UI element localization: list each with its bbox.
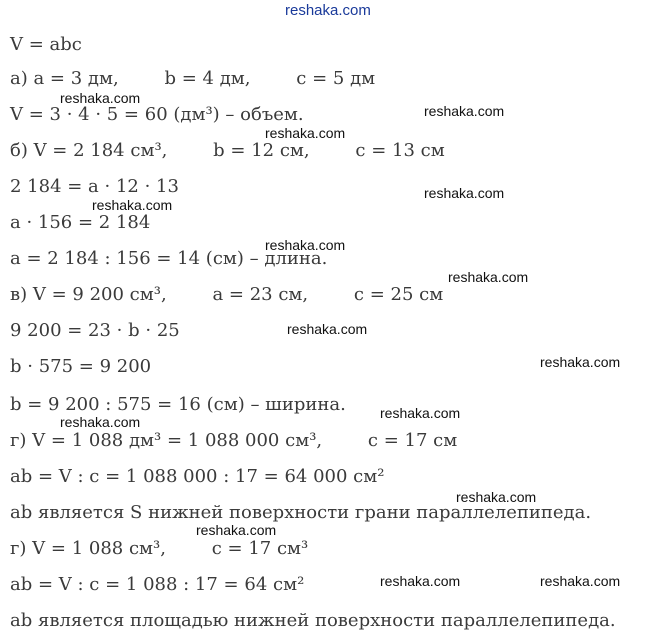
watermark: reshaka.com [540,573,621,589]
solution-line-7: a = 2 184 : 156 = 14 (см) – длина. [10,248,328,269]
watermark: reshaka.com [60,90,141,106]
watermark-top: reshaka.com [285,2,371,19]
solution-line-2: а) a = 3 дм, b = 4 дм, c = 5 дм [10,68,376,89]
solution-line-12: г) V = 1 088 дм³ = 1 088 000 см³, c = 17 см [10,430,458,451]
watermark: reshaka.com [540,354,621,370]
solution-line-13: ab = V : c = 1 088 000 : 17 = 64 000 см² [10,466,385,487]
watermark: reshaka.com [265,237,346,253]
solution-line-8: в) V = 9 200 см³, a = 23 см, c = 25 см [10,284,444,305]
watermark: reshaka.com [380,573,461,589]
solution-line-14: ab является S нижней поверхности грани параллелепипеда. [10,502,592,523]
watermark: reshaka.com [196,522,277,538]
solution-line-17: ab является площадью нижней поверхности параллелепипеда. [10,610,616,631]
solution-line-9: 9 200 = 23 · b · 25 [10,320,180,341]
watermark: reshaka.com [265,125,346,141]
watermark: reshaka.com [424,103,505,119]
watermark: reshaka.com [448,269,529,285]
solution-line-16: ab = V : c = 1 088 : 17 = 64 см² [10,574,305,595]
solution-line-15: г) V = 1 088 см³, c = 17 см³ [10,538,309,559]
watermark: reshaka.com [92,197,173,213]
solution-line-3: V = 3 · 4 · 5 = 60 (дм³) – объем. [10,104,304,125]
solution-line-4: б) V = 2 184 см³, b = 12 см, c = 13 см [10,140,445,161]
solution-line-5: 2 184 = a · 12 · 13 [10,176,179,197]
solution-line-11: b = 9 200 : 575 = 16 (см) – ширина. [10,394,346,415]
watermark: reshaka.com [287,321,368,337]
watermark: reshaka.com [380,405,461,421]
solution-line-1: V = abc [10,34,82,55]
watermark: reshaka.com [424,185,505,201]
watermark: reshaka.com [456,489,537,505]
watermark: reshaka.com [60,414,141,430]
solution-line-6: a · 156 = 2 184 [10,212,151,233]
solution-line-10: b · 575 = 9 200 [10,356,152,377]
